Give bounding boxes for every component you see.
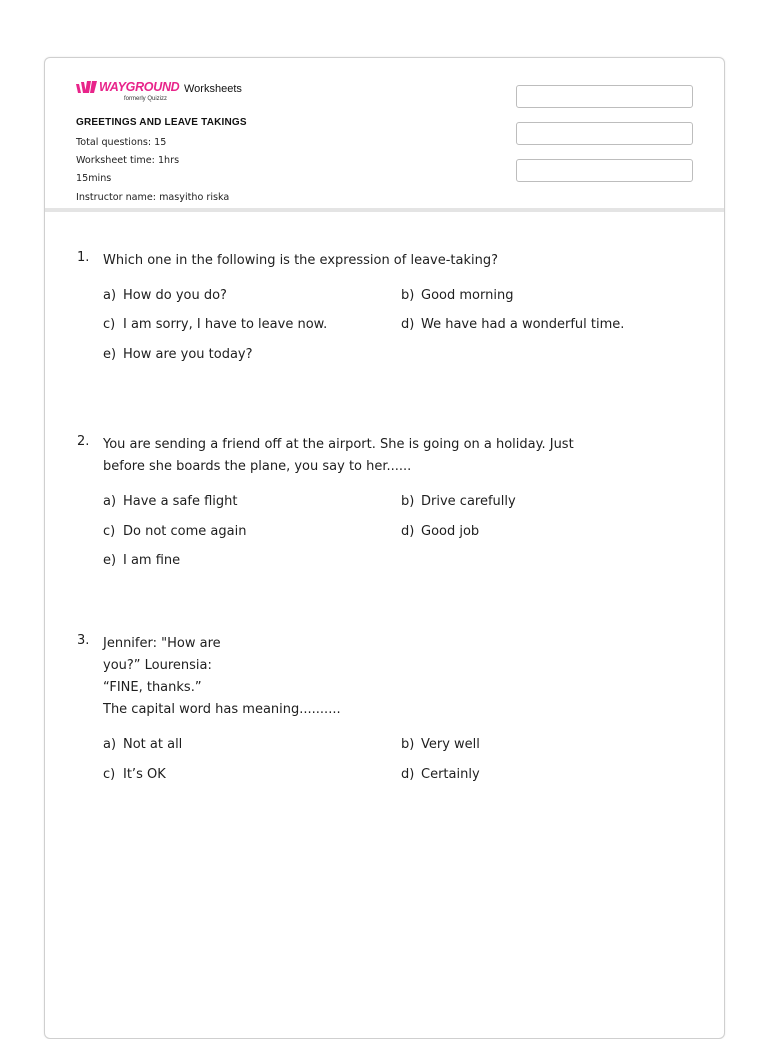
option-text: Not at all bbox=[123, 737, 183, 752]
option-text: Very well bbox=[421, 737, 480, 752]
option-letter: d) bbox=[401, 524, 415, 539]
worksheet-title: GREETINGS AND LEAVE TAKINGS bbox=[76, 117, 247, 128]
option-text: Good morning bbox=[421, 288, 514, 303]
option-1c bbox=[103, 317, 327, 332]
option-text: Drive carefully bbox=[421, 494, 516, 509]
question-number: 2. bbox=[77, 434, 90, 449]
question-text bbox=[103, 633, 341, 721]
wayground-logo-icon bbox=[76, 81, 98, 95]
option-1b bbox=[401, 288, 513, 303]
question-line: You are sending a friend off at the airport. She is going on a holiday. Just bbox=[103, 437, 574, 452]
instructor-name: Instructor name: masyitho riska bbox=[76, 192, 230, 203]
option-letter: b) bbox=[401, 737, 415, 752]
question-line: “FINE, thanks.” bbox=[103, 680, 202, 695]
option-letter: a) bbox=[103, 494, 117, 509]
worksheet-page bbox=[44, 57, 725, 1039]
option-text: It’s OK bbox=[123, 767, 166, 782]
option-text: Have a safe flight bbox=[123, 494, 238, 509]
question-number: 1. bbox=[77, 250, 90, 265]
option-2a bbox=[103, 494, 238, 509]
option-3a bbox=[103, 737, 182, 752]
question-line: before she boards the plane, you say to her...... bbox=[103, 459, 412, 474]
option-letter: a) bbox=[103, 737, 117, 752]
option-text: Certainly bbox=[421, 767, 480, 782]
option-text: We have had a wonderful time. bbox=[421, 317, 625, 332]
option-text: I am sorry, I have to leave now. bbox=[123, 317, 328, 332]
question-line: you?” Lourensia: bbox=[103, 658, 212, 673]
option-text: How do you do? bbox=[123, 288, 227, 303]
question-number: 3. bbox=[77, 633, 90, 648]
option-text: Good job bbox=[421, 524, 480, 539]
option-1a bbox=[103, 288, 227, 303]
brand-name: WAYGROUND bbox=[99, 80, 180, 94]
option-3d bbox=[401, 767, 480, 782]
option-letter: b) bbox=[401, 494, 415, 509]
option-3b bbox=[401, 737, 480, 752]
question-line: The capital word has meaning.......... bbox=[103, 702, 341, 717]
option-text: I am fine bbox=[123, 553, 181, 568]
question-line: Which one in the following is the expression of leave-taking? bbox=[103, 253, 499, 268]
option-letter: a) bbox=[103, 288, 117, 303]
question-text bbox=[103, 434, 574, 478]
option-letter: e) bbox=[103, 553, 117, 568]
date-field[interactable] bbox=[516, 159, 693, 182]
question-line: Jennifer: "How are bbox=[103, 636, 221, 651]
option-3c bbox=[103, 767, 166, 782]
option-letter: e) bbox=[103, 347, 117, 362]
option-2e bbox=[103, 553, 180, 568]
option-text: Do not come again bbox=[123, 524, 247, 539]
brand-subtitle: formerly Quizizz bbox=[124, 96, 168, 102]
name-field[interactable] bbox=[516, 85, 693, 108]
option-letter: b) bbox=[401, 288, 415, 303]
total-questions: Total questions: 15 bbox=[76, 137, 167, 148]
brand-label: Worksheets bbox=[184, 83, 242, 95]
option-letter: d) bbox=[401, 767, 415, 782]
option-1d bbox=[401, 317, 624, 332]
option-2d bbox=[401, 524, 479, 539]
class-field[interactable] bbox=[516, 122, 693, 145]
option-1e bbox=[103, 347, 253, 362]
option-letter: c) bbox=[103, 317, 116, 332]
option-letter: d) bbox=[401, 317, 415, 332]
option-letter: c) bbox=[103, 767, 116, 782]
option-text: How are you today? bbox=[123, 347, 253, 362]
option-2b bbox=[401, 494, 516, 509]
worksheet-time-continued: 15mins bbox=[76, 173, 112, 184]
option-letter: c) bbox=[103, 524, 116, 539]
option-2c bbox=[103, 524, 246, 539]
question-text bbox=[103, 250, 498, 272]
worksheet-time: Worksheet time: 1hrs bbox=[76, 155, 180, 166]
worksheet-header bbox=[45, 58, 724, 212]
